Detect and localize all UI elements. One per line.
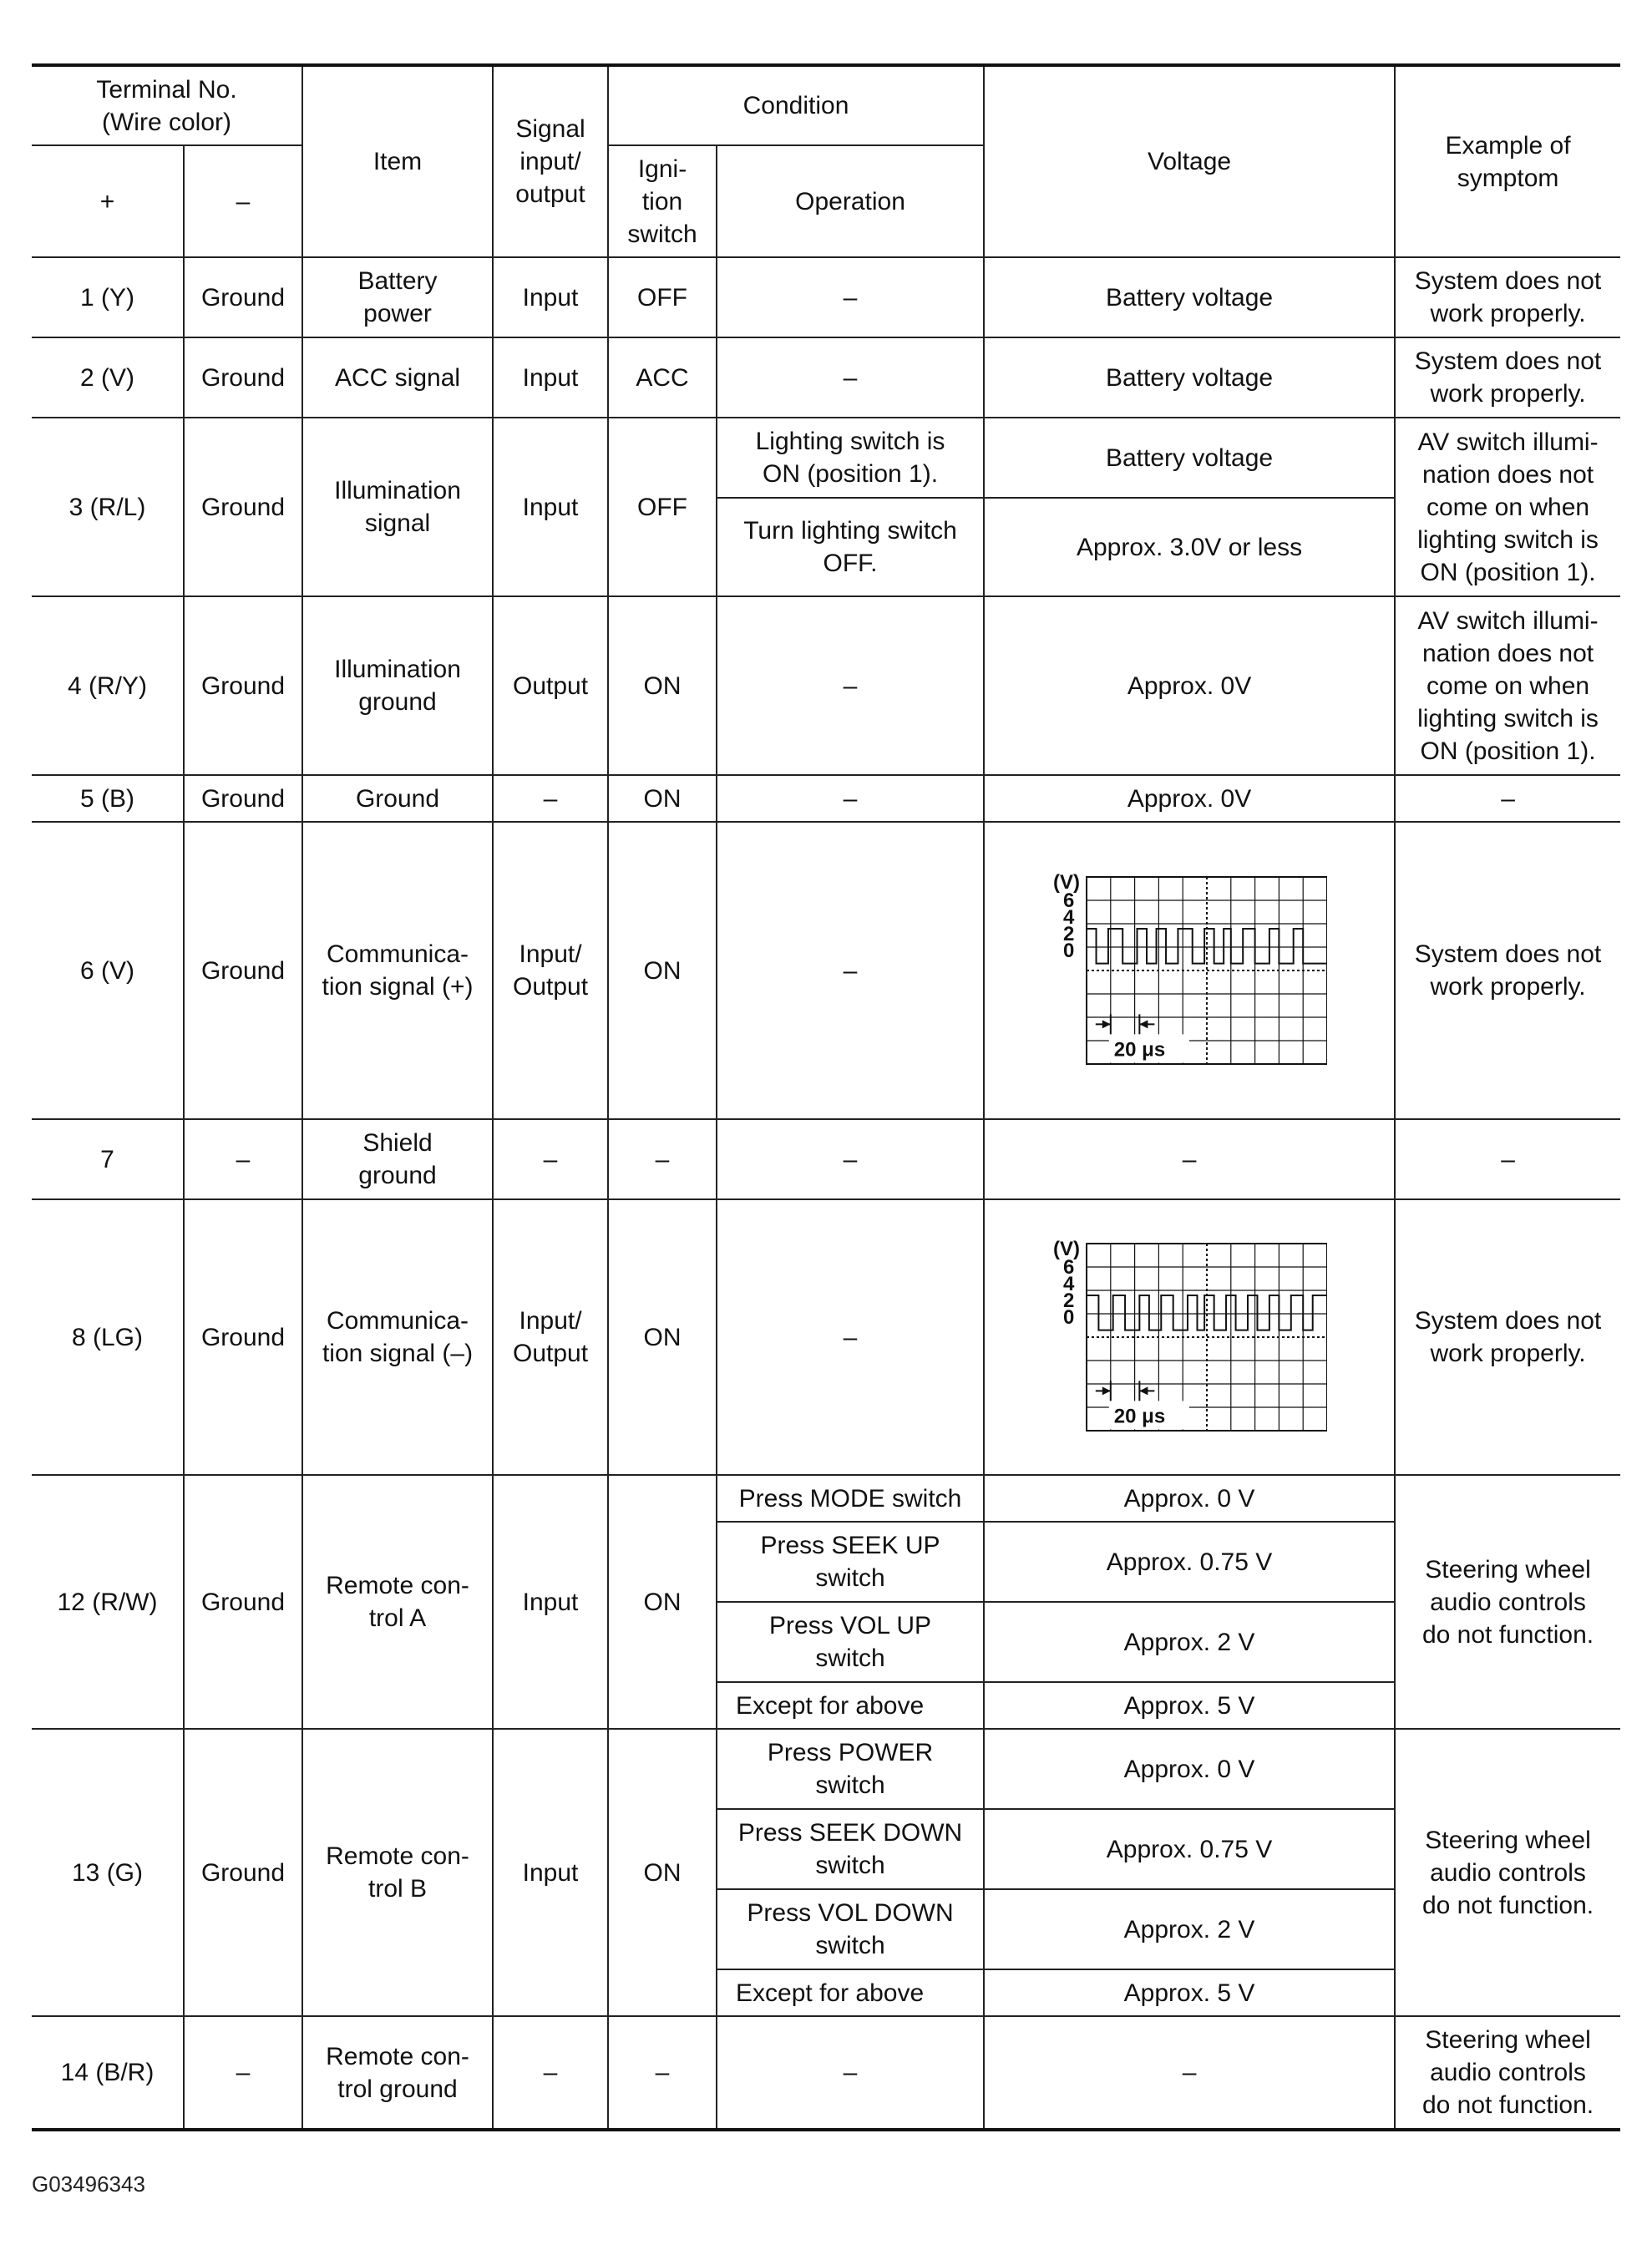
terminal-spec-table bbox=[32, 63, 1620, 2131]
header-plus: + bbox=[32, 145, 184, 257]
header-voltage: Voltage bbox=[984, 65, 1395, 257]
figure-id: G03496343 bbox=[32, 2171, 145, 2197]
terminal-minus: Ground bbox=[184, 1729, 302, 2016]
voltage: Approx. 5 V bbox=[984, 1969, 1395, 2016]
table-row bbox=[32, 596, 1620, 775]
waveform-tick-label: 6 bbox=[1063, 1256, 1075, 1279]
oscilloscope-waveform bbox=[1052, 1237, 1327, 1437]
terminal-plus: 13 (G) bbox=[32, 1729, 184, 2016]
ignition-switch: ON bbox=[608, 1199, 717, 1475]
terminal-plus: 5 (B) bbox=[32, 775, 184, 822]
voltage: – bbox=[984, 1119, 1395, 1199]
waveform-unit: (V) bbox=[1053, 871, 1081, 894]
oscilloscope-waveform bbox=[1052, 870, 1327, 1071]
symptom: AV switch illumi- nation does not come on when lighting switch is ON (position 1). bbox=[1395, 596, 1620, 775]
ignition-switch: – bbox=[608, 1119, 717, 1199]
item: Remote con- trol A bbox=[302, 1475, 493, 1729]
ignition-switch: – bbox=[608, 2016, 717, 2130]
voltage: Approx. 2 V bbox=[984, 1602, 1395, 1682]
ignition-switch: ON bbox=[608, 1729, 717, 2016]
operation: Press SEEK DOWN switch bbox=[717, 1809, 984, 1889]
signal-io: Input bbox=[493, 337, 608, 418]
symptom: System does not work properly. bbox=[1395, 337, 1620, 418]
timebase-label: 20 μs bbox=[1113, 1038, 1166, 1062]
table-row bbox=[32, 257, 1620, 337]
table-row bbox=[32, 1199, 1620, 1475]
signal-io: Input bbox=[493, 1729, 608, 2016]
header-condition: Condition bbox=[608, 65, 984, 145]
voltage: Approx. 3.0V or less bbox=[984, 498, 1395, 596]
ignition-switch: ON bbox=[608, 775, 717, 822]
voltage-waveform bbox=[984, 822, 1395, 1119]
operation: Press VOL DOWN switch bbox=[717, 1889, 984, 1969]
table-row bbox=[32, 2016, 1620, 2130]
operation: Except for above bbox=[717, 1969, 984, 2016]
voltage: Approx. 0 V bbox=[984, 1475, 1395, 1522]
operation: Press POWER switch bbox=[717, 1729, 984, 1809]
operation: Turn lighting switch OFF. bbox=[717, 498, 984, 596]
item: Illumination signal bbox=[302, 418, 493, 596]
table-row bbox=[32, 1119, 1620, 1199]
voltage: Approx. 0.75 V bbox=[984, 1809, 1395, 1889]
item: Remote con- trol B bbox=[302, 1729, 493, 2016]
table-row bbox=[32, 1475, 1620, 1522]
signal-io: Input/ Output bbox=[493, 1199, 608, 1475]
symptom: System does not work properly. bbox=[1395, 822, 1620, 1119]
waveform-tick-label: 0 bbox=[1063, 940, 1075, 962]
symptom: Steering wheel audio controls do not function. bbox=[1395, 2016, 1620, 2130]
ignition-switch: OFF bbox=[608, 418, 717, 596]
timebase-label: 20 μs bbox=[1113, 1405, 1166, 1428]
waveform-unit: (V) bbox=[1053, 1238, 1081, 1260]
terminal-minus: Ground bbox=[184, 418, 302, 596]
voltage: Approx. 0V bbox=[984, 775, 1395, 822]
operation: Press MODE switch bbox=[717, 1475, 984, 1522]
terminal-plus: 7 bbox=[32, 1119, 184, 1199]
operation: – bbox=[717, 337, 984, 418]
waveform-tick-label: 6 bbox=[1063, 889, 1075, 912]
terminal-minus: Ground bbox=[184, 337, 302, 418]
terminal-plus: 3 (R/L) bbox=[32, 418, 184, 596]
symptom: System does not work properly. bbox=[1395, 257, 1620, 337]
signal-io: – bbox=[493, 1119, 608, 1199]
voltage-waveform bbox=[984, 1199, 1395, 1475]
terminal-plus: 14 (B/R) bbox=[32, 2016, 184, 2130]
operation: Except for above bbox=[717, 1682, 984, 1729]
header-terminal: Terminal No. (Wire color) bbox=[32, 65, 302, 145]
header-symptom: Example of symptom bbox=[1395, 65, 1620, 257]
table-row bbox=[32, 775, 1620, 822]
table-row bbox=[32, 337, 1620, 418]
operation: – bbox=[717, 775, 984, 822]
symptom: Steering wheel audio controls do not function. bbox=[1395, 1729, 1620, 2016]
signal-io: Input bbox=[493, 257, 608, 337]
operation: – bbox=[717, 822, 984, 1119]
signal-io: – bbox=[493, 775, 608, 822]
item: Communica- tion signal (–) bbox=[302, 1199, 493, 1475]
terminal-minus: Ground bbox=[184, 775, 302, 822]
symptom: – bbox=[1395, 1119, 1620, 1199]
item: Remote con- trol ground bbox=[302, 2016, 493, 2130]
table-row bbox=[32, 1729, 1620, 1809]
header-ignition: Igni- tion switch bbox=[608, 145, 717, 257]
voltage: Approx. 0V bbox=[984, 596, 1395, 775]
item: Communica- tion signal (+) bbox=[302, 822, 493, 1119]
ignition-switch: ON bbox=[608, 1475, 717, 1729]
signal-io: Output bbox=[493, 596, 608, 775]
terminal-plus: 6 (V) bbox=[32, 822, 184, 1119]
voltage: Battery voltage bbox=[984, 337, 1395, 418]
ignition-switch: OFF bbox=[608, 257, 717, 337]
symptom: System does not work properly. bbox=[1395, 1199, 1620, 1475]
voltage: Approx. 2 V bbox=[984, 1889, 1395, 1969]
voltage: – bbox=[984, 2016, 1395, 2130]
voltage: Battery voltage bbox=[984, 418, 1395, 498]
waveform-tick-label: 4 bbox=[1063, 1273, 1075, 1295]
voltage: Battery voltage bbox=[984, 257, 1395, 337]
terminal-minus: – bbox=[184, 2016, 302, 2130]
waveform-tick-label: 2 bbox=[1063, 923, 1075, 945]
signal-io: Input bbox=[493, 418, 608, 596]
terminal-plus: 8 (LG) bbox=[32, 1199, 184, 1475]
signal-io: – bbox=[493, 2016, 608, 2130]
terminal-minus: – bbox=[184, 1119, 302, 1199]
terminal-plus: 2 (V) bbox=[32, 337, 184, 418]
header-signal: Signal input/ output bbox=[493, 65, 608, 257]
operation: – bbox=[717, 257, 984, 337]
operation: – bbox=[717, 2016, 984, 2130]
symptom: – bbox=[1395, 775, 1620, 822]
item: Shield ground bbox=[302, 1119, 493, 1199]
ignition-switch: ON bbox=[608, 596, 717, 775]
waveform-tick-label: 2 bbox=[1063, 1290, 1075, 1312]
table-row bbox=[32, 418, 1620, 498]
terminal-spec-document bbox=[32, 63, 1620, 2131]
terminal-minus: Ground bbox=[184, 1199, 302, 1475]
terminal-minus: Ground bbox=[184, 822, 302, 1119]
voltage: Approx. 0.75 V bbox=[984, 1522, 1395, 1602]
operation: Press VOL UP switch bbox=[717, 1602, 984, 1682]
header-minus: – bbox=[184, 145, 302, 257]
operation: – bbox=[717, 1119, 984, 1199]
voltage: Approx. 5 V bbox=[984, 1682, 1395, 1729]
operation: Lighting switch is ON (position 1). bbox=[717, 418, 984, 498]
terminal-minus: Ground bbox=[184, 257, 302, 337]
ignition-switch: ON bbox=[608, 822, 717, 1119]
terminal-minus: Ground bbox=[184, 596, 302, 775]
header-item: Item bbox=[302, 65, 493, 257]
table-row bbox=[32, 822, 1620, 1119]
item: Battery power bbox=[302, 257, 493, 337]
terminal-minus: Ground bbox=[184, 1475, 302, 1729]
operation: – bbox=[717, 1199, 984, 1475]
signal-io: Input bbox=[493, 1475, 608, 1729]
symptom: Steering wheel audio controls do not function. bbox=[1395, 1475, 1620, 1729]
ignition-switch: ACC bbox=[608, 337, 717, 418]
signal-io: Input/ Output bbox=[493, 822, 608, 1119]
header-operation: Operation bbox=[717, 145, 984, 257]
terminal-plus: 1 (Y) bbox=[32, 257, 184, 337]
waveform-tick-label: 0 bbox=[1063, 1306, 1075, 1329]
item: Ground bbox=[302, 775, 493, 822]
voltage: Approx. 0 V bbox=[984, 1729, 1395, 1809]
terminal-plus: 4 (R/Y) bbox=[32, 596, 184, 775]
operation: – bbox=[717, 596, 984, 775]
symptom: AV switch illumi- nation does not come on when lighting switch is ON (position 1). bbox=[1395, 418, 1620, 596]
item: Illumination ground bbox=[302, 596, 493, 775]
item: ACC signal bbox=[302, 337, 493, 418]
operation: Press SEEK UP switch bbox=[717, 1522, 984, 1602]
waveform-tick-label: 4 bbox=[1063, 906, 1075, 929]
terminal-plus: 12 (R/W) bbox=[32, 1475, 184, 1729]
